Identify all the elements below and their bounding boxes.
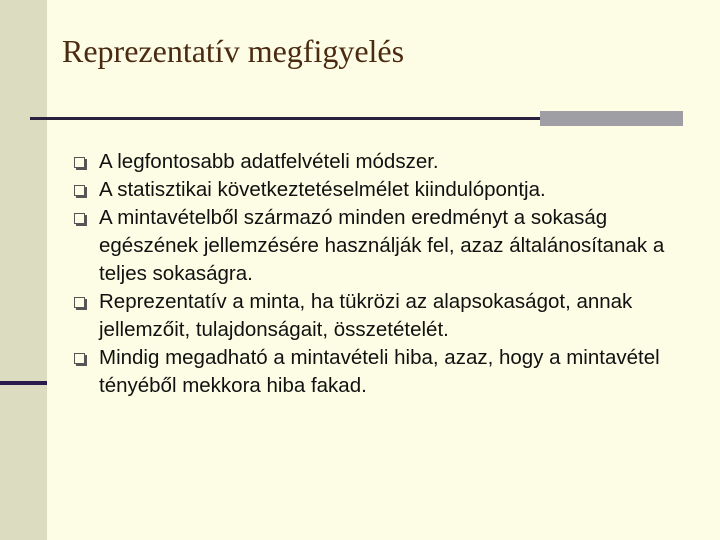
left-band-accent bbox=[0, 381, 47, 385]
checkbox-bullet-icon bbox=[74, 297, 85, 308]
bullet-item bbox=[72, 288, 692, 344]
title-divider bbox=[30, 117, 540, 120]
slide-title: Reprezentatív megfigyelés bbox=[62, 33, 405, 69]
checkbox-bullet-icon bbox=[74, 185, 85, 196]
title-divider-accent bbox=[540, 111, 683, 126]
bullet-item bbox=[72, 176, 692, 204]
bullet-list bbox=[72, 148, 692, 400]
bullet-item bbox=[72, 148, 692, 176]
left-decorative-band bbox=[0, 0, 47, 540]
bullet-text: A statisztikai következtetéselmélet kiindulópontja. bbox=[99, 178, 546, 201]
bullet-text: A mintavételből származó minden eredményt a sokaság egészének jellemzésére használják fel, azaz általánosítanak a teljes sokaságra. bbox=[99, 206, 665, 285]
checkbox-bullet-icon bbox=[74, 353, 85, 364]
bullet-item bbox=[72, 204, 692, 288]
bullet-item bbox=[72, 344, 692, 400]
bullet-text: Mindig megadható a mintavételi hiba, azaz, hogy a mintavétel tényéből mekkora hiba fakad. bbox=[99, 346, 660, 397]
checkbox-bullet-icon bbox=[74, 157, 85, 168]
bullet-text: Reprezentatív a minta, ha tükrözi az alapsokaságot, annak jellemzőit, tulajdonságait, összetételét. bbox=[99, 290, 633, 341]
checkbox-bullet-icon bbox=[74, 213, 85, 224]
bullet-text: A legfontosabb adatfelvételi módszer. bbox=[99, 150, 439, 173]
